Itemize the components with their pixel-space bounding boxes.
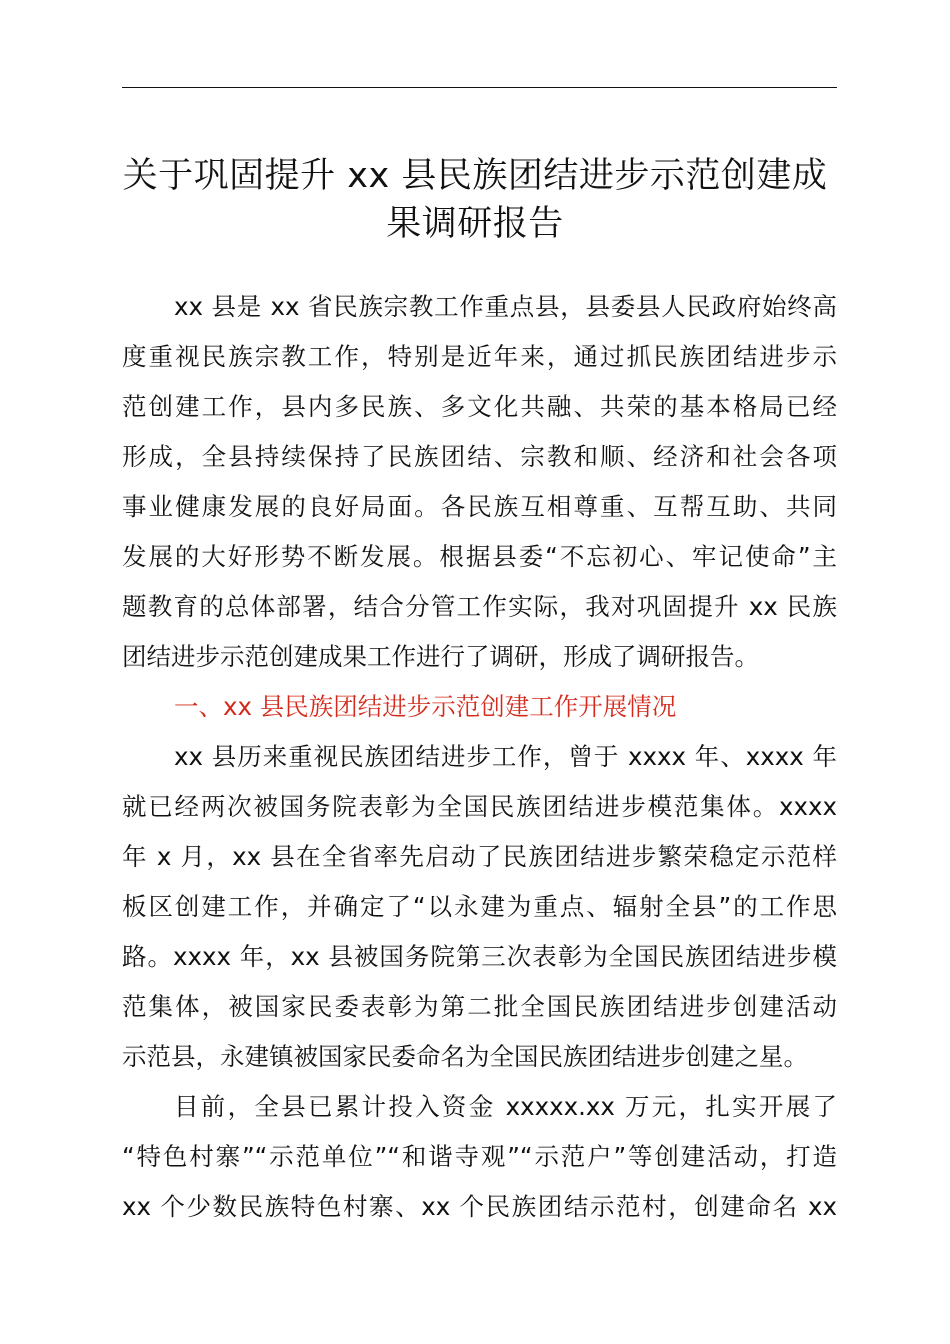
text-line: 路。xxxx 年，xx 县被国务院第三次表彰为全国民族团结进步模 — [122, 942, 837, 971]
paragraph-history — [122, 732, 837, 1082]
document-body — [122, 282, 837, 1232]
text-line: 团结进步示范创建成果工作进行了调研，形成了调研报告。 — [122, 642, 759, 671]
text-line: 年 x 月，xx 县在全省率先启动了民族团结进步繁荣稳定示范样 — [122, 842, 837, 871]
text-line: 范创建工作，县内多民族、多文化共融、共荣的基本格局已经 — [122, 392, 837, 421]
text-line: xx 县历来重视民族团结进步工作，曾于 xxxx 年、xxxx 年 — [174, 742, 837, 771]
paragraph-current — [122, 1082, 837, 1232]
text-line: xx 个少数民族特色村寨、xx 个民族团结示范村，创建命名 xx — [122, 1192, 837, 1221]
text-line: 形成，全县持续保持了民族团结、宗教和顺、经济和社会各项 — [122, 442, 837, 471]
text-line: 板区创建工作，并确定了“以永建为重点、辐射全县”的工作思 — [122, 892, 837, 921]
text-line: 范集体，被国家民委表彰为第二批全国民族团结进步创建活动 — [122, 992, 837, 1021]
text-line: 题教育的总体部署，结合分管工作实际，我对巩固提升 xx 民族 — [122, 592, 837, 621]
text-line: 事业健康发展的良好局面。各民族互相尊重、互帮互助、共同 — [122, 492, 837, 521]
paragraph-intro — [122, 282, 837, 682]
section-heading — [122, 682, 837, 732]
text-line: 发展的大好形势不断发展。根据县委“不忘初心、牢记使命”主 — [122, 542, 837, 571]
text-line: 目前，全县已累计投入资金 xxxxx.xx 万元，扎实开展了 — [174, 1092, 837, 1121]
text-line: 就已经两次被国务院表彰为全国民族团结进步模范集体。xxxx — [122, 792, 837, 821]
text-line: “特色村寨”“示范单位”“和谐寺观”“示范户”等创建活动，打造 — [122, 1142, 837, 1171]
text-line: 度重视民族宗教工作，特别是近年来，通过抓民族团结进步示 — [122, 342, 837, 371]
title-line-1: 关于巩固提升 xx 县民族团结进步示范创建成 — [122, 156, 828, 196]
document-title — [100, 152, 850, 248]
text-line: xx 县是 xx 省民族宗教工作重点县，县委县人民政府始终高 — [174, 292, 837, 321]
section-heading-text: 一、xx 县民族团结进步示范创建工作开展情况 — [174, 692, 677, 721]
text-line: 示范县，永建镇被国家民委命名为全国民族团结进步创建之星。 — [122, 1042, 808, 1071]
header-rule — [122, 87, 837, 88]
title-line-2: 果调研报告 — [386, 204, 564, 244]
